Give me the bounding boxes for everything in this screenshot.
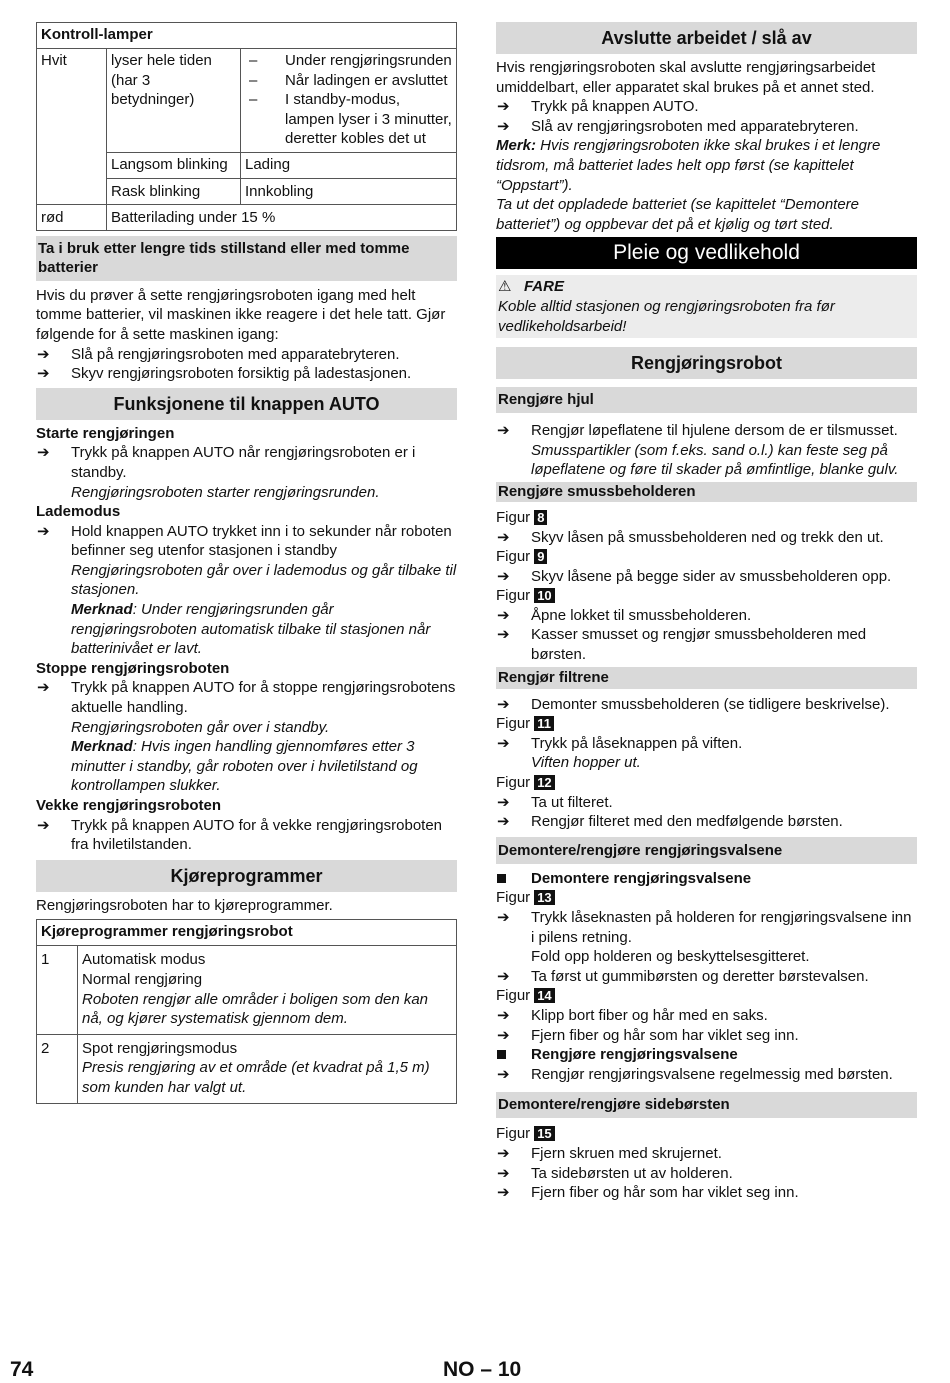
finish-text: Hvis rengjøringsroboten skal avslutte rengjøringsarbeidet umiddelbart, eller apparatet skal brukes på et annet sted.: [496, 59, 876, 96]
rollers-subheading: Rengjøre rengjøringsvalsene: [496, 1045, 917, 1065]
note: Rengjøringsroboten går over i lademodus og går tilbake til stasjonen.: [71, 561, 457, 599]
robot-heading: Rengjøringsrobot: [496, 347, 917, 379]
red-label: rød: [37, 204, 107, 230]
fast-blink-label: Rask blinking: [107, 178, 241, 204]
step: ➔ Slå av rengjøringsroboten med apparatebryteren.: [497, 117, 859, 135]
steady-item: – I standby-modus, lampen lyser i 3 minutter, deretter kobles det ut: [249, 91, 452, 148]
empty-battery-heading: Ta i bruk etter lengre tids stillstand eller med tomme batterier: [36, 236, 457, 281]
page-code: NO – 10: [443, 1358, 522, 1381]
programs-table-title: Kjøreprogrammer rengjøringsrobot: [37, 920, 457, 946]
danger-title: FARE: [523, 278, 564, 296]
steady-items: [241, 49, 457, 153]
step: ➔ Fjern fiber og hår som har viklet seg inn.: [497, 1026, 799, 1044]
right-column: [496, 20, 917, 1203]
rollers-heading: Demontere/rengjøre rengjøringsvalsene: [496, 837, 917, 864]
finish-merk: Merk: Hvis rengjøringsroboten ikke skal brukes i et lengre tidsrom, må batteriet lades helt opp først (se kapittelet “Oppstart”).: [496, 137, 881, 194]
note: Viften hopper ut.: [531, 754, 641, 772]
note: Fold opp holderen og beskyttelsesgitteret.: [531, 948, 810, 966]
finish-heading: Avslutte arbeidet / slå av: [496, 22, 917, 54]
fast-blink-value: Innkobling: [241, 178, 457, 204]
filter-heading: Rengjør filtrene: [496, 667, 917, 689]
table-row: 1 Automatisk modus Normal rengjøring Roboten rengjør alle områder i boligen som den kan nå, og kjører systematisk gjennom dem.: [37, 946, 457, 1034]
steady-item: – Under rengjøringsrunden: [249, 52, 452, 69]
figure-ref: Figur 10: [496, 586, 917, 606]
figure-ref: Figur 8: [496, 508, 917, 528]
wake-heading: Vekke rengjøringsroboten: [36, 797, 222, 814]
table-row: 2 Spot rengjøringsmodus Presis rengjøring av et område (et kvadrat på 1,5 m) som kunden har valgt ut.: [37, 1034, 457, 1103]
step: ➔ Kasser smusset og rengjør smussbeholderen med børsten.: [497, 626, 867, 664]
step: ➔ Skyv låsen på smussbeholderen ned og trekk den ut.: [497, 528, 884, 546]
wheels-heading: Rengjøre hjul: [496, 387, 917, 413]
note: Rengjøringsroboten går over i standby.: [71, 718, 330, 736]
side-brush-heading: Demontere/rengjøre sidebørsten: [496, 1092, 917, 1118]
left-column: [36, 20, 457, 1104]
red-value: Batterilading under 15 %: [107, 204, 457, 230]
step: ➔ Ta sidebørsten ut av holderen.: [497, 1164, 733, 1182]
step: ➔ Demonter smussbeholderen (se tidligere beskrivelse).: [497, 695, 890, 713]
danger-box: [496, 275, 917, 338]
note: Smusspartikler (som f.eks. sand o.l.) kan feste seg på løpeflatene og føre til skader på ømfintlige, blanke gulv.: [531, 441, 899, 479]
note: Merknad: Hvis ingen handling gjennomføres etter 3 minutter i standby, går roboten over i hviletilstand og kontrollampen slukker.: [71, 738, 418, 795]
lamp-table-title: Kontroll-lamper: [37, 23, 457, 49]
step: ➔ Rengjør filteret med den medfølgende børsten.: [497, 813, 843, 831]
step: ➔ Skyv rengjøringsroboten forsiktig på ladestasjonen.: [37, 365, 412, 383]
steady-label: lyser hele tiden (har 3 betydninger): [107, 49, 241, 153]
figure-ref: Figur 13: [496, 888, 917, 908]
white-label: Hvit: [37, 49, 107, 205]
programs-intro: Rengjøringsroboten har to kjøreprogrammer.: [36, 896, 333, 914]
step: ➔ Trykk låseknasten på holderen for rengjøringsvalsene inn i pilens retning.: [497, 909, 912, 946]
programs-table: [36, 919, 457, 1103]
page-number: 74: [10, 1358, 34, 1381]
step: ➔ Rengjør rengjøringsvalsene regelmessig med børsten.: [497, 1065, 893, 1083]
figure-ref: Figur 12: [496, 773, 917, 793]
step: ➔ Trykk på låseknappen på viften.: [497, 734, 743, 752]
step: ➔ Trykk på knappen AUTO for å vekke rengjøringsroboten fra hviletilstanden.: [37, 816, 443, 854]
stop-heading: Stoppe rengjøringsroboten: [36, 659, 230, 677]
slow-blink-label: Langsom blinking: [107, 152, 241, 178]
finish-note: Ta ut det oppladede batteriet (se kapittelet “Demontere batteriet”) og oppbevar det på et kjølig og tørt sted.: [496, 196, 860, 233]
start-heading: Starte rengjøringen: [36, 424, 175, 442]
step: ➔ Fjern skruen med skrujernet.: [497, 1144, 722, 1162]
figure-ref: Figur 14: [496, 986, 917, 1006]
note: Rengjøringsroboten starter rengjøringsrunden.: [71, 483, 380, 501]
warning-icon: ⚠: [498, 278, 512, 296]
figure-ref: Figur 9: [496, 547, 917, 567]
step: ➔ Hold knappen AUTO trykket inn i to sekunder når roboten befinner seg utenfor stasjonen i standby: [37, 522, 452, 560]
step: ➔ Trykk på knappen AUTO for å stoppe rengjøringsrobotens aktuelle handling.: [37, 679, 456, 717]
step: ➔ Fjern fiber og hår som har viklet seg inn.: [497, 1184, 799, 1202]
step: ➔ Skyv låsene på begge sider av smussbeholderen opp.: [497, 567, 892, 585]
step: ➔ Ta ut filteret.: [497, 793, 613, 811]
step: ➔ Trykk på knappen AUTO når rengjøringsroboten er i standby.: [37, 444, 416, 481]
care-heading: Pleie og vedlikehold: [496, 237, 917, 269]
programs-heading: Kjøreprogrammer: [36, 860, 457, 892]
note: Merknad: Under rengjøringsrunden går rengjøringsroboten automatisk tilbake til stasjonen når batterinivået er lavt.: [71, 601, 431, 658]
danger-text: Koble alltid stasjonen og rengjøringsroboten fra før vedlikeholdsarbeid!: [498, 297, 835, 335]
empty-battery-text: Hvis du prøver å sette rengjøringsroboten igang med helt tomme batterier, vil maskinen ikke reagere i det hele tatt. Gjør følgende for å sette maskinen igang:: [36, 286, 446, 343]
step: ➔ Ta først ut gummibørsten og deretter børstevalsen.: [497, 967, 869, 985]
charge-heading: Lademodus: [36, 503, 121, 521]
steady-item: – Når ladingen er avsluttet: [249, 71, 448, 89]
rollers-subheading: Demontere rengjøringsvalsene: [496, 869, 917, 889]
step: ➔ Rengjør løpeflatene til hjulene dersom de er tilsmusset.: [497, 422, 898, 440]
step: ➔ Trykk på knappen AUTO.: [497, 98, 699, 116]
bin-heading: Rengjøre smussbeholderen: [496, 482, 917, 502]
control-lamp-table: [36, 22, 457, 231]
step: ➔ Slå på rengjøringsroboten med apparatebryteren.: [37, 345, 400, 363]
figure-ref: Figur 15: [496, 1124, 917, 1144]
step: ➔ Klipp bort fiber og hår med en saks.: [497, 1006, 768, 1024]
figure-ref: Figur 11: [496, 714, 917, 734]
auto-heading: Funksjonene til knappen AUTO: [36, 388, 457, 420]
slow-blink-value: Lading: [241, 152, 457, 178]
step: ➔ Åpne lokket til smussbeholderen.: [497, 606, 752, 624]
